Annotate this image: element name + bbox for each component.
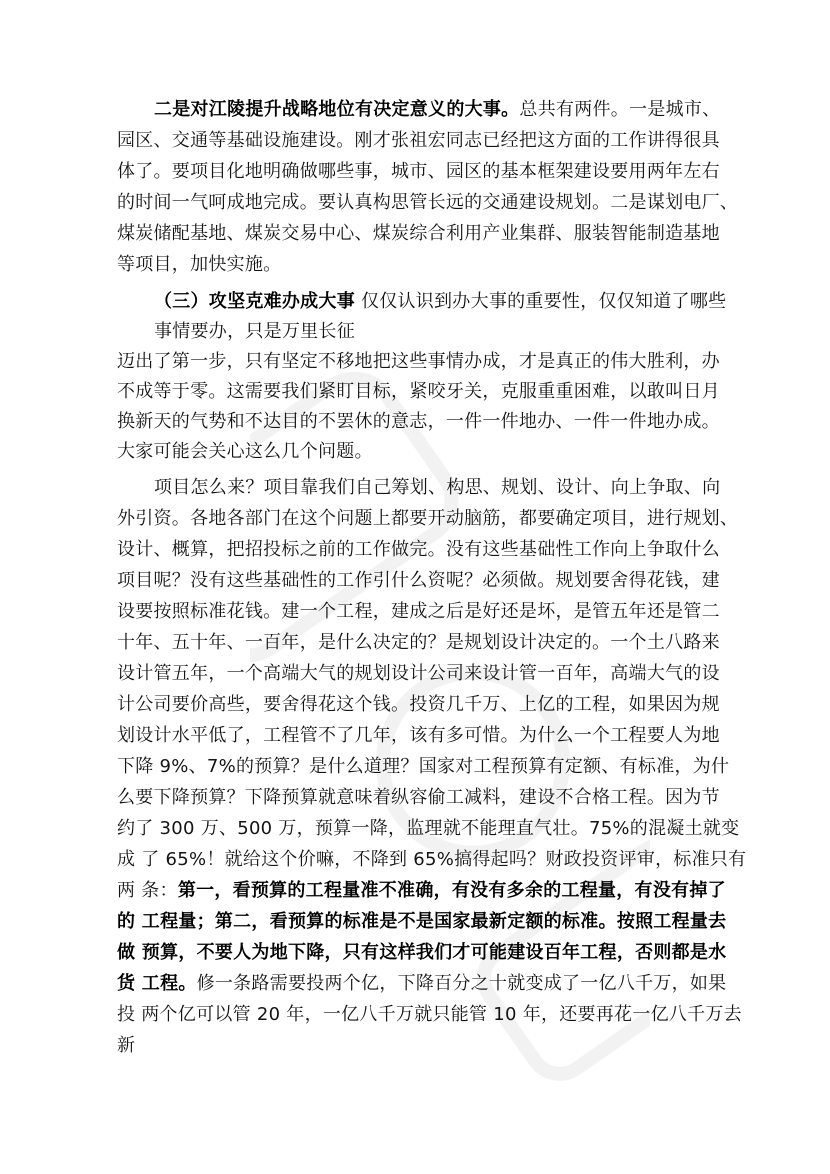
paragraph-project-source [117, 472, 797, 1061]
text-line: 二是对江陵提升战略地位有决定意义的大事。总共有两件。一是城市、 [154, 99, 721, 120]
bold-text: 货 工程。 [117, 973, 197, 994]
text-line: 煤炭储配基地、煤炭交易中心、煤炭综合利用产业集群、服装智能制造基地 [117, 223, 720, 244]
text-line: 事情要办，只是万里长征 [154, 321, 355, 342]
text-line: 大家可能会关心这么几个问题。 [117, 441, 373, 462]
text-line: 换新天的气势和不达目的不罢休的意志，一件一件地办、一件一件地办成。 [117, 411, 720, 432]
text-line: 么要下降预算？下降预算就意味着纵容偷工减料，建设不合格工程。因为节 [117, 787, 720, 808]
section-heading: （三）攻坚克难办成大事 [154, 291, 355, 312]
section-heading-line: （三）攻坚克难办成大事 仅仅认识到办大事的重要性，仅仅知道了哪些 [154, 291, 727, 312]
text-line: 新 [117, 1035, 136, 1056]
text-line: 货 工程。修一条路需要投两个亿，下降百分之十就变成了一亿八千万，如果 [117, 973, 727, 994]
paragraph-section-three [117, 287, 797, 467]
text-line: 划设计水平低了，工程管不了几年，该有多可惜。为什么一个工程要人为地 [117, 725, 720, 746]
text-line: 下降 9%、7%的预算？是什么道理？国家对工程预算有定额、有标准，为什 [117, 756, 730, 777]
text-line: 的时间一气呵成地完成。要认真构思管长远的交通建设规划。二是谋划电厂、 [117, 192, 739, 213]
document-body [117, 94, 797, 1061]
text-line: 等项目，加快实施。 [117, 254, 282, 275]
bold-text-line: 做 预算，不要人为地下降，只有这样我们才可能建设百年工程，否则都是水 [117, 942, 727, 963]
text-line: 体了。要项目化地明确做哪些事，城市、园区的基本框架建设要用两年左右 [117, 161, 720, 182]
text-line: 十年、五十年、一百年，是什么决定的？是规划设计决定的。一个土八路来 [117, 632, 720, 653]
bold-lead-text: 二是对江陵提升战略地位有决定意义的大事。 [154, 99, 520, 120]
text-line: 项目怎么来？项目靠我们自己筹划、构思、规划、设计、向上争取、向 [154, 477, 721, 498]
text-line: 设计管五年，一个高端大气的规划设计公司来设计管一百年，高端大气的设 [117, 663, 720, 684]
text-line: 两 条：第一，看预算的工程量准不准确，有没有多余的工程量，有没有掉了 [117, 880, 726, 901]
bold-text-line: 的 工程量；第二，看预算的标准是不是国家最新定额的标准。按照工程量去 [117, 911, 727, 932]
text-line: 约了 300 万、500 万，预算一降，监理就不能理直气壮。75%的混凝土就变 [117, 818, 740, 839]
text-line: 外引资。各地各部门在这个问题上都要开动脑筋，都要确定项目，进行规划、 [117, 508, 739, 529]
text-line: 项目呢？没有这些基础性的工作引什么资呢？必须做。规划要舍得花钱，建 [117, 570, 720, 591]
text-line: 迈出了第一步，只有坚定不移地把这些事情办成，才是真正的伟大胜利，办 [117, 351, 720, 372]
text-line: 园区、交通等基础设施建设。刚才张祖宏同志已经把这方面的工作讲得很具 [117, 130, 720, 151]
text-line: 不成等于零。这需要我们紧盯目标，紧咬牙关，克服重重困难，以敢叫日月 [117, 381, 720, 402]
paragraph-strategic-matters [117, 94, 797, 280]
bold-text: 第一，看预算的工程量准不准确，有没有多余的工程量，有没有掉了 [177, 880, 726, 901]
text-line: 设要按照标准花钱。建一个工程，建成之后是好还是坏，是管五年还是管二 [117, 601, 720, 622]
text-line: 计公司要价高些，要舍得花这个钱。投资几千万、上亿的工程，如果因为规 [117, 694, 720, 715]
text-line: 成 了 65%！就给这个价嘛，不降到 65%搞得起吗？财政投资评审，标准只有 [117, 849, 747, 870]
text-line: 投 两个亿可以管 20 年，一亿八千万就只能管 10 年，还要再花一亿八千万去 [117, 1004, 742, 1025]
text-line: 设计、概算，把招投标之前的工作做完。没有这些基础性工作向上争取什么 [117, 539, 720, 560]
